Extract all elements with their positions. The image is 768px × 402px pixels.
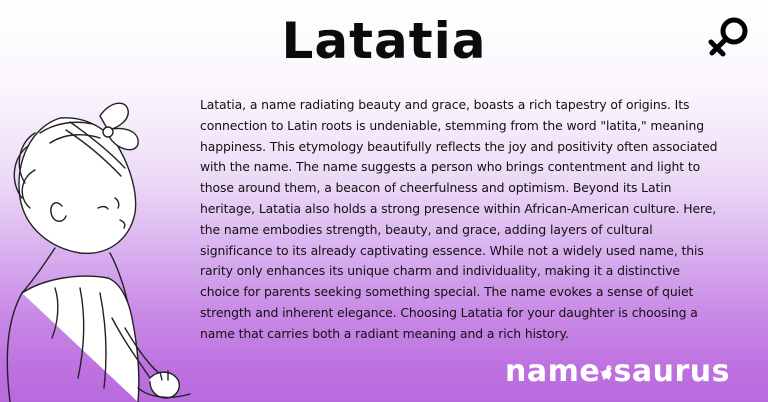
namesaurus-logo[interactable]	[505, 352, 730, 392]
name-description: Latatia, a name radiating beauty and grace, boasts a rich tapestry of origins. Its connection to Latin roots is undeniable, stemming from the word "latita," meaning happiness. This etymology beautifully reflects the joy and positivity often associated with the name. The name suggests a person who brings contentment and light to those around them, a beacon of cheerfulness and optimism. Beyond its Latin heritage, Latatia also holds a strong presence within African-American culture. Here, the name embodies strength, beauty, and grace, adding layers of cultural significance to its already captivating essence. While not a widely used name, this rarity only enhances its unique charm and individuality, making it a distinctive choice for parents seeking something special. The name evokes a sense of quiet strength and inherent elegance. Choosing Latatia for your daughter is choosing a name that carries both a radiant meaning and a rich history.	[200, 97, 718, 341]
dinosaur-icon	[600, 355, 613, 389]
female-symbol-icon	[703, 13, 753, 63]
name-title: Latatia	[281, 12, 487, 70]
brand-name-part1: name	[505, 354, 601, 389]
baby-illustration	[0, 88, 210, 402]
brand-name-part2: saurus	[613, 354, 730, 389]
